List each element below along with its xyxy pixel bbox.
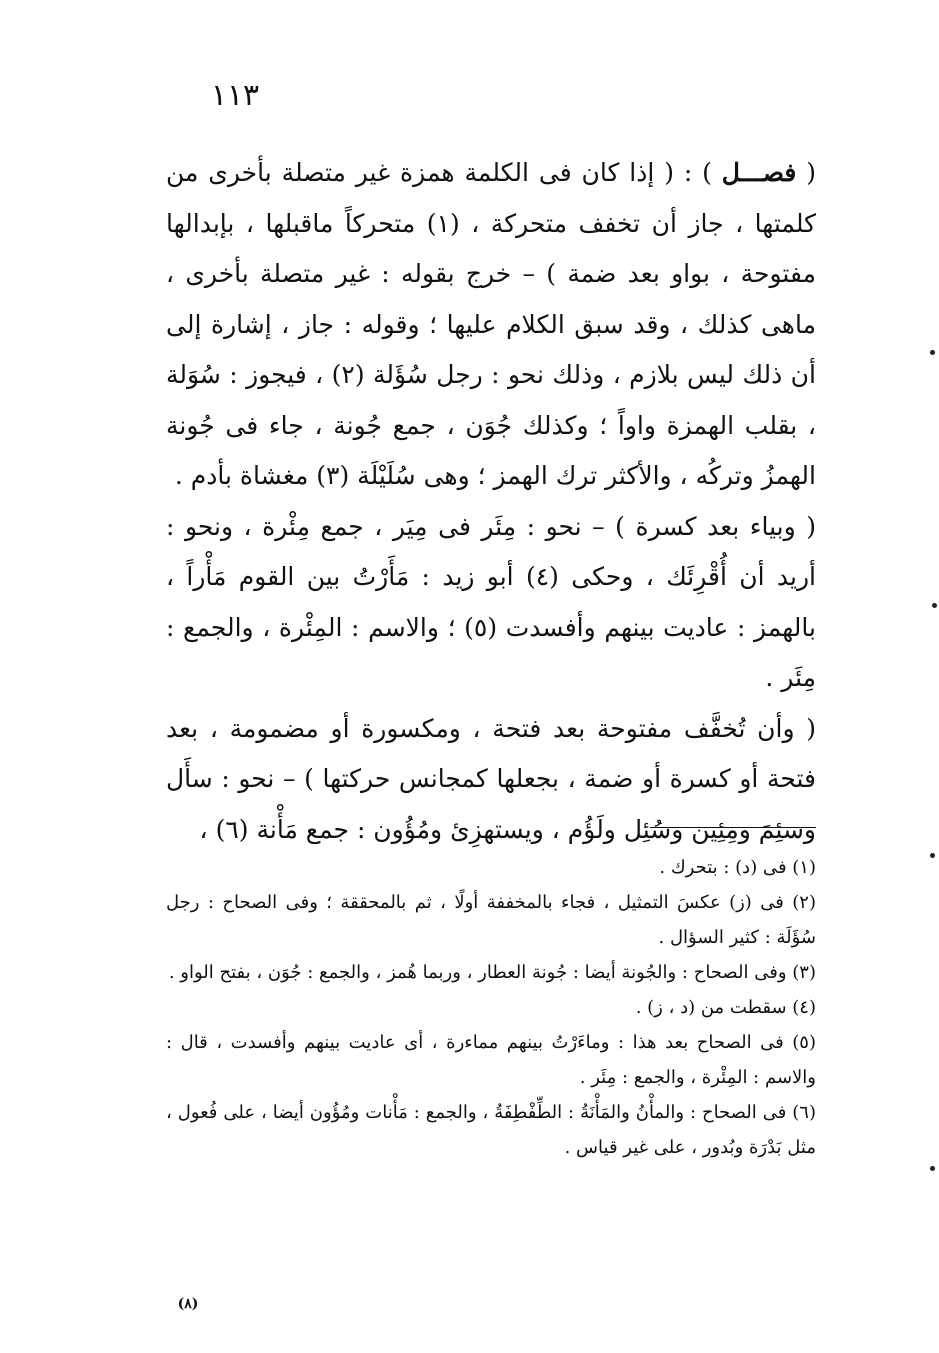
scan-mark (930, 853, 935, 858)
scan-mark (930, 350, 935, 355)
sheet-signature: (٨) (177, 1296, 199, 1312)
footnote-5: (٥) فى الصحاح بعد هذا : وماءَرْتُ بينهم مماءرة ، أى عاديت بينهم وأفسدت ، قال : والاسم : المِئْرة ، والجمع : مِئَر . (166, 1032, 816, 1088)
footnote-3: (٣) وفى الصحاح : والجُونة أيضا : جُونة العطار ، وربما هُمز ، والجمع : جُوَن ، بفتح الواو . (168, 962, 816, 983)
paragraph-1-text: ) : ( إذا كان فى الكلمة همزة غير متصلة بأخرى من كلمتها ، جاز أن تخفف متحركة ، (١) متحركاً ماقبلها ، بإبدالها مفتوحة ، بواو بعد ضمة ) – خرج بقوله : غير متصلة بأخرى ، ماهى كذلك ، وقد سبق الكلام عليها ؛ وقوله : جاز ، إشارة إلى أن ذلك ليس بلازم ، وذلك نحو : رجل سُؤَلة (٢) ، فيجوز : سُوَلة ، بقلب الهمزة واواً ؛ وكذلك جُوَن ، جمع جُونة ، جاء فى جُونة الهمزُ وتركُه ، والأكثر ترك الهمز ؛ وهى سُلَيْلَة (٣) مغشاة بأدم . (166, 158, 816, 490)
footnotes (166, 850, 816, 1165)
paragraph-1 (166, 148, 816, 502)
page-number: ١١٣ (210, 78, 260, 113)
scan-mark (932, 603, 937, 608)
footnote-separator (650, 827, 816, 828)
footnote-2: (٢) فى (ز) عكسَ التمثيل ، فجاء بالمخففة أولًا ، ثم بالمحققة ؛ وفى الصحاح : رجل سُؤَلَة : كثير السؤال . (166, 892, 816, 948)
footnote-6: (٦) فى الصحاح : والمأْنُ والمَأْنَةُ : الطِّفْطِفَةُ ، والجمع : مَأْنات ومُؤُون أيضا ، على فُعول ، مثل بَدْرَة وبُدور ، على غير قياس . (166, 1102, 816, 1158)
paragraph-3: ( وأن تُخفَّف مفتوحة بعد فتحة ، ومكسورة أو مضمومة ، بعد فتحة أو كسرة أو ضمة ، بجعلها كمجانس حركتها ) – نحو : سأَل وسئِمَ ومِئِين وسُئِل ولَؤُم ، ويستهزِئ ومُؤُون : جمع مَأْنة (٦) ، (166, 713, 816, 844)
paren-open: ( (796, 158, 816, 187)
main-text (166, 148, 816, 855)
paragraph-2: ( وبياء بعد كسرة ) – نحو : مِئَر فى مِيَر ، جمع مِئْرة ، ونحو : أريد أن أُقْرِئَك ، وحكى (٤) أبو زيد : مَأَرْتُ بين القوم مَأْراً ، بالهمز : عاديت بينهم وأفسدت (٥) ؛ والاسم : المِئْرة ، والجمع : مِئَر . (166, 511, 816, 692)
scan-mark (930, 1166, 935, 1171)
footnote-4: (٤) سقطت من (د ، ز) . (635, 997, 816, 1018)
section-heading: فصـــل (721, 158, 797, 187)
footnote-1: (١) فى (د) : بتحرك . (659, 857, 816, 878)
